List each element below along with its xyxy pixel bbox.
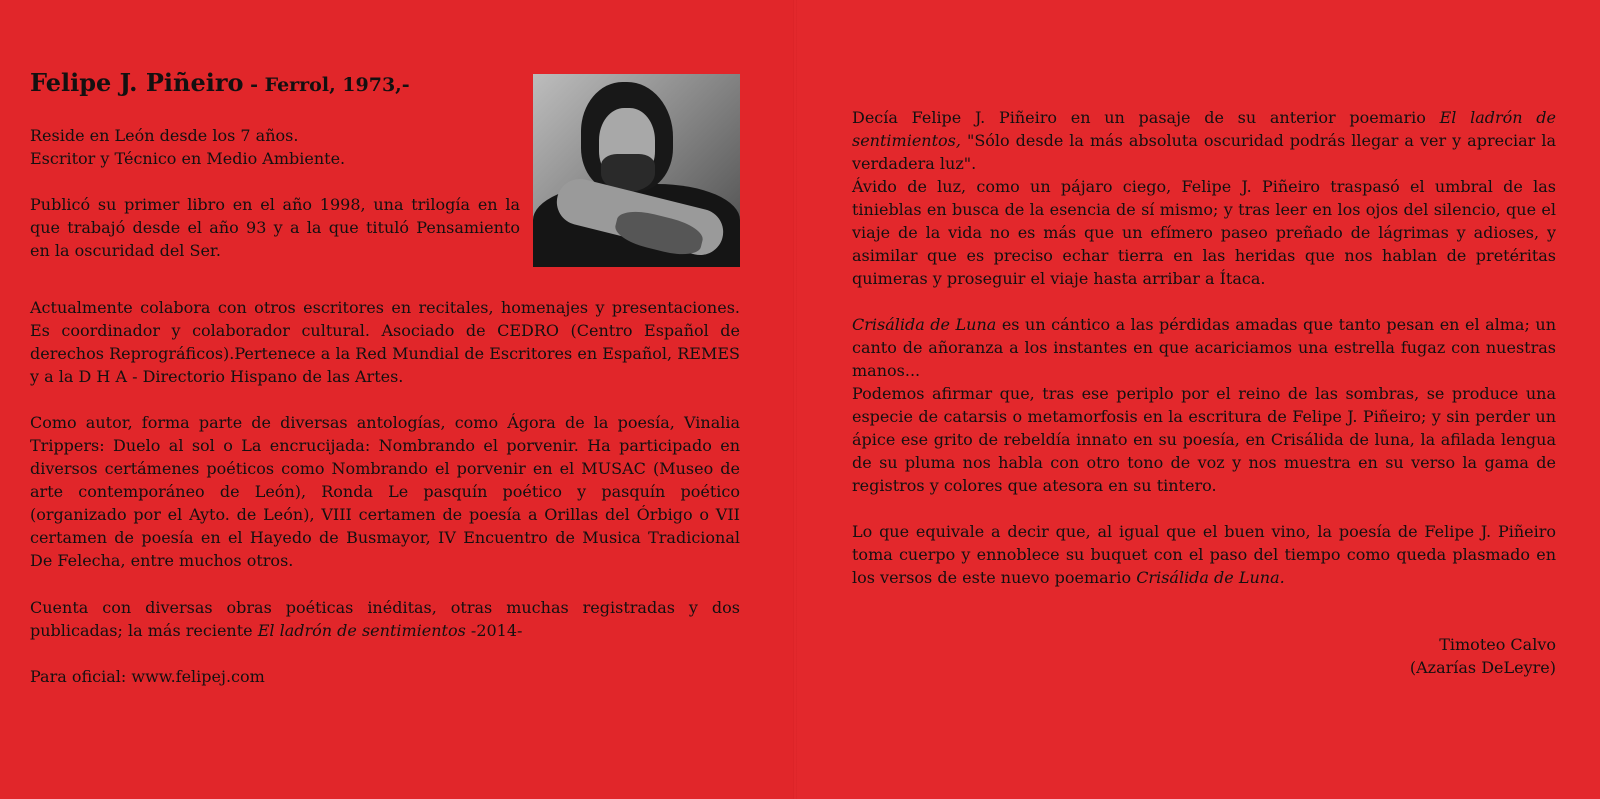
wine-text: Lo que equivale a decir que, al igual que el buen vino, la poesía de Felipe J. Piñeiro toma cuerpo y ennoblece su buquet con el paso del tiempo como queda plasmado en los versos de este nuevo poemario — [852, 522, 1556, 587]
previous-book-title: El ladrón de sentimientos, — [852, 108, 1557, 150]
author-dash: - — [243, 74, 265, 96]
anthologies-paragraph: Como autor, forma parte de diversas antologías, como Ágora de la poesía, Vinalia Trippers: Duelo al sol o La encrucijada: Nombrando el porvenir. Ha participado en diversos certámenes poéticos como Nombrando el porvenir en el MUSAC (Museo de arte contemporáneo de León), Ronda Le pasquín poético y pasquín poético (organizado por el Ayto. de León), VIII certamen de poesía a Orillas del Órbigo o VII certamen de poesía en el Hayedo de Busmayor, IV Encuentro de Musica Tradicional De Felecha, entre muchos otros. — [30, 413, 740, 570]
unpublished-text: Cuenta con diversas obras poéticas inéditas, otras muchas registradas y dos publicadas; la más reciente — [30, 598, 740, 640]
website-line: Para oficial: www.felipej.com — [30, 667, 265, 686]
quote-intro: Decía Felipe J. Piñeiro en un pasaje de su anterior poemario — [852, 108, 1440, 127]
profession-line: Escritor y Técnico en Medio Ambiente. — [30, 149, 346, 168]
author-header — [30, 70, 520, 96]
quote-paragraph — [852, 106, 1556, 175]
signature — [1300, 633, 1556, 679]
signature-name: Timoteo Calvo — [1439, 635, 1556, 654]
page-fold — [793, 0, 797, 799]
catharsis-paragraph: Podemos afirmar que, tras ese periplo por el reino de las sombras, se produce una especie de catarsis o metamorfosis en la escritura de Felipe J. Piñeiro; y sin perder un ápice ese grito de rebeldía innato en su poesía, en Crisálida de luna, la afilada lengua de su pluma nos habla con otro tono de voz y nos muestra en su verso la gama de registros y colores que atesora en su tintero. — [852, 384, 1556, 495]
author-origin: Ferrol, 1973,- — [264, 74, 410, 96]
cantico-paragraph — [852, 313, 1556, 382]
residence-paragraph — [30, 124, 520, 170]
recent-book-year: -2014- — [465, 621, 523, 640]
first-book-paragraph: Publicó su primer libro en el año 1998, una trilogía en la que trabajó desde el año 93 y a la que tituló Pensamiento en la oscuridad del Ser. — [30, 195, 520, 260]
unpublished-works-paragraph — [30, 596, 740, 642]
recent-book-title: El ladrón de sentimientos — [257, 621, 466, 640]
current-activity-paragraph: Actualmente colabora con otros escritores en recitales, homenajes y presentaciones. Es coordinador y colaborador cultural. Asociado de CEDRO (Centro Español de derechos Reprográficos).Pertenece a la Red Mundial de Escritores en Español, REMES y a la D H A - Directorio Hispano de las Artes. — [30, 298, 740, 386]
closing-book-title: Crisálida de Luna. — [1136, 568, 1285, 587]
author-name: Felipe J. Piñeiro — [30, 68, 244, 97]
new-book-title: Crisálida de Luna — [852, 315, 997, 334]
author-photo — [533, 74, 740, 267]
wine-paragraph — [852, 520, 1556, 589]
cantico-text: es un cántico a las pérdidas amadas que tanto pesan en el alma; un canto de añoranza a los instantes en que acariciamos una estrella fugaz con nuestras manos... — [852, 315, 1556, 380]
quote-text: "Sólo desde la más absoluta oscuridad podrás llegar a ver y apreciar la verdadera luz". — [852, 131, 1556, 173]
thirst-for-light-paragraph: Ávido de luz, como un pájaro ciego, Felipe J. Piñeiro traspasó el umbral de las tinieblas en busca de la esencia de sí mismo; y tras leer en los ojos del silencio, que el viaje de la vida no es más que un efímero paseo preñado de lágrimas y adioses, y asimilar que es preciso echar tierra en las heridas que nos hablan de pretéritas quimeras y proseguir el viaje hasta arribar a Ítaca. — [852, 177, 1556, 288]
residence-line: Reside en León desde los 7 años. — [30, 126, 299, 145]
signature-pseudonym: (Azarías DeLeyre) — [1409, 658, 1556, 677]
